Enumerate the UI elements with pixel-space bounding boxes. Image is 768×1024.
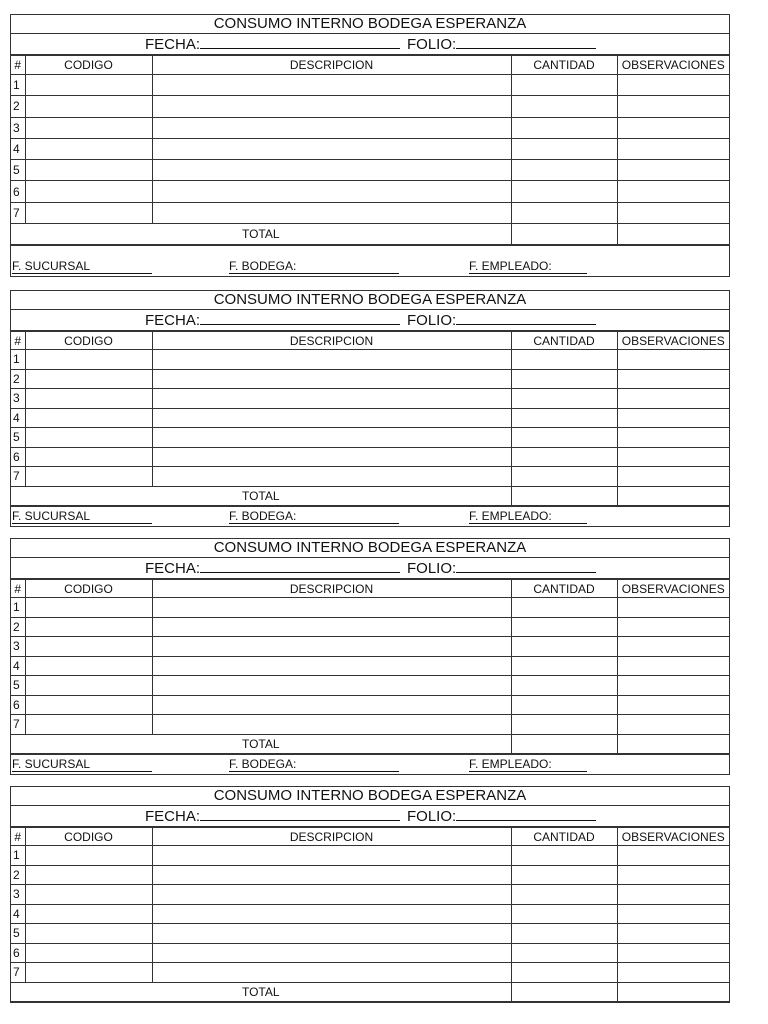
folio-field[interactable] (407, 558, 596, 579)
table-row (11, 181, 729, 202)
observaciones-cell[interactable] (617, 924, 729, 944)
row-number: 4 (11, 904, 25, 924)
cantidad-cell[interactable] (511, 181, 617, 202)
table-row (11, 96, 729, 117)
col-header-cantidad: CANTIDAD (511, 332, 617, 350)
folio-field[interactable] (407, 806, 596, 827)
descripcion-cell[interactable] (152, 695, 511, 715)
items-table (11, 579, 729, 754)
row-number: 4 (11, 656, 25, 676)
bodega-label: F. BODEGA: (229, 756, 297, 771)
col-header-codigo: CODIGO (25, 332, 152, 350)
total-cantidad-cell[interactable] (511, 982, 617, 1001)
observaciones-cell[interactable] (617, 389, 729, 409)
bodega-label: F. BODEGA: (229, 508, 297, 523)
cantidad-cell[interactable] (511, 138, 617, 159)
observaciones-cell[interactable] (617, 598, 729, 618)
total-row (11, 982, 729, 1001)
table-row (11, 369, 729, 389)
observaciones-cell[interactable] (617, 408, 729, 428)
fecha-label: FECHA: (145, 36, 201, 53)
observaciones-cell[interactable] (617, 865, 729, 885)
codigo-cell[interactable] (25, 676, 152, 696)
consumo-form-4 (10, 786, 730, 1003)
col-header-observaciones: OBSERVACIONES (617, 580, 729, 598)
bodega-blank[interactable] (229, 757, 399, 772)
col-header-cantidad: CANTIDAD (511, 828, 617, 846)
col-header-num: # (11, 332, 25, 350)
sucursal-label: F. SUCURSAL (12, 508, 91, 523)
observaciones-cell[interactable] (617, 181, 729, 202)
codigo-cell[interactable] (25, 715, 152, 735)
cantidad-cell[interactable] (511, 389, 617, 409)
observaciones-cell[interactable] (617, 160, 729, 181)
table-row (11, 676, 729, 696)
table-row (11, 408, 729, 428)
table-row (11, 943, 729, 963)
col-header-descripcion: DESCRIPCION (152, 828, 511, 846)
descripcion-cell[interactable] (152, 117, 511, 138)
observaciones-cell[interactable] (617, 96, 729, 117)
descripcion-cell[interactable] (152, 428, 511, 448)
row-number: 6 (11, 181, 25, 202)
codigo-cell[interactable] (25, 904, 152, 924)
col-header-num: # (11, 56, 25, 75)
descripcion-cell[interactable] (152, 617, 511, 637)
folio-field[interactable] (407, 34, 596, 55)
consumo-form-2 (10, 290, 730, 527)
row-number: 1 (11, 846, 25, 866)
col-header-codigo: CODIGO (25, 56, 152, 75)
cantidad-cell[interactable] (511, 637, 617, 657)
row-number: 4 (11, 408, 25, 428)
total-label: TOTAL (11, 224, 511, 245)
fecha-label: FECHA: (145, 312, 201, 329)
descripcion-cell[interactable] (152, 637, 511, 657)
total-observaciones-cell[interactable] (617, 982, 729, 1001)
row-number: 3 (11, 637, 25, 657)
row-number: 5 (11, 676, 25, 696)
descripcion-cell[interactable] (152, 75, 511, 96)
fecha-blank[interactable] (200, 558, 400, 573)
codigo-cell[interactable] (25, 656, 152, 676)
codigo-cell[interactable] (25, 369, 152, 389)
folio-blank[interactable] (456, 310, 596, 325)
total-row (11, 224, 729, 245)
sucursal-label: F. SUCURSAL (12, 259, 91, 274)
date-folio-bar (11, 310, 729, 331)
bodega-blank[interactable] (229, 259, 399, 274)
table-row (11, 598, 729, 618)
row-number: 5 (11, 924, 25, 944)
descripcion-cell[interactable] (152, 96, 511, 117)
codigo-cell[interactable] (25, 408, 152, 428)
table-row (11, 138, 729, 159)
table-row (11, 637, 729, 657)
row-number: 6 (11, 943, 25, 963)
fecha-field[interactable] (145, 34, 400, 55)
total-label: TOTAL (11, 734, 511, 753)
observaciones-cell[interactable] (617, 846, 729, 866)
signature-bar (11, 245, 729, 276)
consumo-form-1 (10, 14, 730, 277)
codigo-cell[interactable] (25, 389, 152, 409)
cantidad-cell[interactable] (511, 598, 617, 618)
observaciones-cell[interactable] (617, 117, 729, 138)
descripcion-cell[interactable] (152, 943, 511, 963)
fecha-blank[interactable] (200, 310, 400, 325)
col-header-codigo: CODIGO (25, 828, 152, 846)
fecha-label: FECHA: (145, 808, 201, 825)
table-row (11, 846, 729, 866)
table-row (11, 865, 729, 885)
cantidad-cell[interactable] (511, 350, 617, 370)
table-row (11, 885, 729, 905)
cantidad-cell[interactable] (511, 369, 617, 389)
folio-field[interactable] (407, 310, 596, 331)
descripcion-cell[interactable] (152, 138, 511, 159)
empleado-label: F. EMPLEADO: (469, 756, 552, 771)
row-number: 2 (11, 865, 25, 885)
col-header-codigo: CODIGO (25, 580, 152, 598)
cantidad-cell[interactable] (511, 447, 617, 467)
cantidad-cell[interactable] (511, 75, 617, 96)
descripcion-cell[interactable] (152, 369, 511, 389)
form-title: CONSUMO INTERNO BODEGA ESPERANZA (11, 539, 729, 558)
col-header-observaciones: OBSERVACIONES (617, 332, 729, 350)
table-header-row (11, 828, 729, 846)
cantidad-cell[interactable] (511, 408, 617, 428)
total-cantidad-cell[interactable] (511, 486, 617, 505)
row-number: 1 (11, 598, 25, 618)
codigo-cell[interactable] (25, 598, 152, 618)
codigo-cell[interactable] (25, 695, 152, 715)
descripcion-cell[interactable] (152, 350, 511, 370)
total-row (11, 734, 729, 753)
descripcion-cell[interactable] (152, 885, 511, 905)
table-row (11, 617, 729, 637)
items-table (11, 827, 729, 1002)
row-number: 3 (11, 885, 25, 905)
cantidad-cell[interactable] (511, 885, 617, 905)
sucursal-blank[interactable] (12, 259, 152, 274)
total-cantidad-cell[interactable] (511, 224, 617, 245)
observaciones-cell[interactable] (617, 467, 729, 487)
folio-label: FOLIO: (407, 560, 457, 577)
row-number: 7 (11, 963, 25, 983)
bodega-blank[interactable] (229, 509, 399, 524)
row-number: 6 (11, 447, 25, 467)
codigo-cell[interactable] (25, 924, 152, 944)
form-title: CONSUMO INTERNO BODEGA ESPERANZA (11, 291, 729, 310)
cantidad-cell[interactable] (511, 865, 617, 885)
row-number: 3 (11, 389, 25, 409)
bodega-label: F. BODEGA: (229, 259, 297, 274)
observaciones-cell[interactable] (617, 637, 729, 657)
table-row (11, 75, 729, 96)
row-number: 5 (11, 160, 25, 181)
observaciones-cell[interactable] (617, 447, 729, 467)
col-header-descripcion: DESCRIPCION (152, 332, 511, 350)
table-row (11, 428, 729, 448)
folio-blank[interactable] (456, 806, 596, 821)
codigo-cell[interactable] (25, 202, 152, 223)
consumo-form-3 (10, 538, 730, 775)
empleado-blank[interactable] (469, 757, 587, 772)
cantidad-cell[interactable] (511, 467, 617, 487)
descripcion-cell[interactable] (152, 924, 511, 944)
codigo-cell[interactable] (25, 846, 152, 866)
cantidad-cell[interactable] (511, 963, 617, 983)
col-header-cantidad: CANTIDAD (511, 56, 617, 75)
col-header-observaciones: OBSERVACIONES (617, 56, 729, 75)
total-label: TOTAL (11, 486, 511, 505)
cantidad-cell[interactable] (511, 428, 617, 448)
row-number: 2 (11, 369, 25, 389)
cantidad-cell[interactable] (511, 943, 617, 963)
descripcion-cell[interactable] (152, 904, 511, 924)
codigo-cell[interactable] (25, 181, 152, 202)
col-header-cantidad: CANTIDAD (511, 580, 617, 598)
codigo-cell[interactable] (25, 865, 152, 885)
codigo-cell[interactable] (25, 943, 152, 963)
observaciones-cell[interactable] (617, 428, 729, 448)
observaciones-cell[interactable] (617, 202, 729, 223)
items-table (11, 331, 729, 506)
total-observaciones-cell[interactable] (617, 486, 729, 505)
row-number: 7 (11, 202, 25, 223)
observaciones-cell[interactable] (617, 350, 729, 370)
sucursal-label: F. SUCURSAL (12, 756, 91, 771)
table-row (11, 924, 729, 944)
folio-label: FOLIO: (407, 36, 457, 53)
table-row (11, 350, 729, 370)
observaciones-cell[interactable] (617, 715, 729, 735)
codigo-cell[interactable] (25, 428, 152, 448)
table-row (11, 715, 729, 735)
row-number: 5 (11, 428, 25, 448)
descripcion-cell[interactable] (152, 846, 511, 866)
descripcion-cell[interactable] (152, 408, 511, 428)
table-row (11, 117, 729, 138)
table-header-row (11, 56, 729, 75)
row-number: 2 (11, 617, 25, 637)
cantidad-cell[interactable] (511, 656, 617, 676)
folio-label: FOLIO: (407, 808, 457, 825)
date-folio-bar (11, 558, 729, 579)
observaciones-cell[interactable] (617, 138, 729, 159)
form-title: CONSUMO INTERNO BODEGA ESPERANZA (11, 787, 729, 806)
table-row (11, 963, 729, 983)
descripcion-cell[interactable] (152, 865, 511, 885)
descripcion-cell[interactable] (152, 389, 511, 409)
cantidad-cell[interactable] (511, 695, 617, 715)
descripcion-cell[interactable] (152, 676, 511, 696)
date-folio-bar (11, 34, 729, 55)
table-row (11, 467, 729, 487)
folio-label: FOLIO: (407, 312, 457, 329)
descripcion-cell[interactable] (152, 202, 511, 223)
col-header-descripcion: DESCRIPCION (152, 580, 511, 598)
col-header-observaciones: OBSERVACIONES (617, 828, 729, 846)
table-row (11, 202, 729, 223)
table-header-row (11, 332, 729, 350)
descripcion-cell[interactable] (152, 447, 511, 467)
date-folio-bar (11, 806, 729, 827)
row-number: 1 (11, 350, 25, 370)
fecha-field[interactable] (145, 806, 400, 827)
total-observaciones-cell[interactable] (617, 224, 729, 245)
row-number: 2 (11, 96, 25, 117)
observaciones-cell[interactable] (617, 695, 729, 715)
descripcion-cell[interactable] (152, 963, 511, 983)
row-number: 1 (11, 75, 25, 96)
codigo-cell[interactable] (25, 617, 152, 637)
col-header-descripcion: DESCRIPCION (152, 56, 511, 75)
codigo-cell[interactable] (25, 138, 152, 159)
observaciones-cell[interactable] (617, 963, 729, 983)
codigo-cell[interactable] (25, 350, 152, 370)
cantidad-cell[interactable] (511, 924, 617, 944)
cantidad-cell[interactable] (511, 202, 617, 223)
table-row (11, 656, 729, 676)
observaciones-cell[interactable] (617, 943, 729, 963)
row-number: 7 (11, 467, 25, 487)
descripcion-cell[interactable] (152, 160, 511, 181)
codigo-cell[interactable] (25, 963, 152, 983)
fecha-label: FECHA: (145, 560, 201, 577)
codigo-cell[interactable] (25, 160, 152, 181)
folio-blank[interactable] (456, 34, 596, 49)
descripcion-cell[interactable] (152, 467, 511, 487)
cantidad-cell[interactable] (511, 160, 617, 181)
table-row (11, 904, 729, 924)
items-table (11, 55, 729, 245)
table-row (11, 160, 729, 181)
codigo-cell[interactable] (25, 885, 152, 905)
form-title: CONSUMO INTERNO BODEGA ESPERANZA (11, 15, 729, 34)
folio-blank[interactable] (456, 558, 596, 573)
observaciones-cell[interactable] (617, 676, 729, 696)
descripcion-cell[interactable] (152, 715, 511, 735)
col-header-num: # (11, 580, 25, 598)
total-row (11, 486, 729, 505)
row-number: 7 (11, 715, 25, 735)
empleado-blank[interactable] (469, 509, 587, 524)
cantidad-cell[interactable] (511, 96, 617, 117)
cantidad-cell[interactable] (511, 904, 617, 924)
descripcion-cell[interactable] (152, 598, 511, 618)
row-number: 3 (11, 117, 25, 138)
codigo-cell[interactable] (25, 447, 152, 467)
cantidad-cell[interactable] (511, 676, 617, 696)
signature-bar (11, 754, 729, 774)
row-number: 4 (11, 138, 25, 159)
descripcion-cell[interactable] (152, 656, 511, 676)
total-cantidad-cell[interactable] (511, 734, 617, 753)
total-label: TOTAL (11, 982, 511, 1001)
observaciones-cell[interactable] (617, 369, 729, 389)
codigo-cell[interactable] (25, 117, 152, 138)
table-row (11, 447, 729, 467)
total-observaciones-cell[interactable] (617, 734, 729, 753)
observaciones-cell[interactable] (617, 617, 729, 637)
table-header-row (11, 580, 729, 598)
empleado-blank[interactable] (469, 259, 587, 274)
cantidad-cell[interactable] (511, 617, 617, 637)
observaciones-cell[interactable] (617, 885, 729, 905)
signature-bar (11, 506, 729, 526)
fecha-blank[interactable] (200, 34, 400, 49)
empleado-label: F. EMPLEADO: (469, 508, 552, 523)
observaciones-cell[interactable] (617, 75, 729, 96)
sucursal-blank[interactable] (12, 509, 152, 524)
codigo-cell[interactable] (25, 467, 152, 487)
codigo-cell[interactable] (25, 637, 152, 657)
sucursal-blank[interactable] (12, 757, 152, 772)
cantidad-cell[interactable] (511, 117, 617, 138)
codigo-cell[interactable] (25, 96, 152, 117)
codigo-cell[interactable] (25, 75, 152, 96)
fecha-field[interactable] (145, 310, 400, 331)
fecha-blank[interactable] (200, 806, 400, 821)
fecha-field[interactable] (145, 558, 400, 579)
table-row (11, 695, 729, 715)
descripcion-cell[interactable] (152, 181, 511, 202)
cantidad-cell[interactable] (511, 715, 617, 735)
observaciones-cell[interactable] (617, 656, 729, 676)
empleado-label: F. EMPLEADO: (469, 259, 552, 274)
cantidad-cell[interactable] (511, 846, 617, 866)
row-number: 6 (11, 695, 25, 715)
table-row (11, 389, 729, 409)
observaciones-cell[interactable] (617, 904, 729, 924)
col-header-num: # (11, 828, 25, 846)
